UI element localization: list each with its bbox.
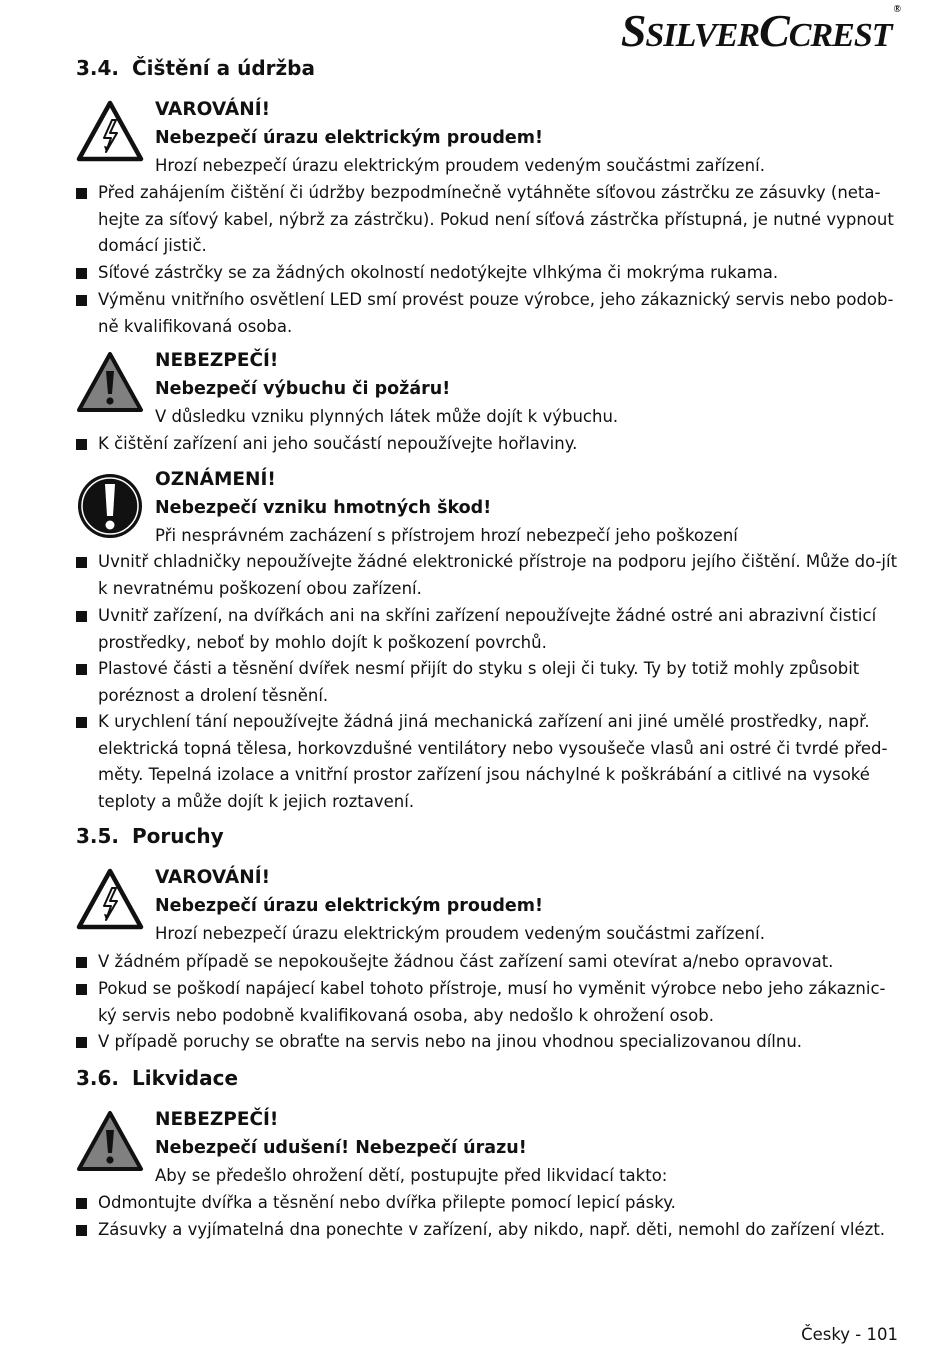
bullet-square	[76, 957, 87, 968]
warning-text: Hrozí nebezpečí úrazu elektrickým proudem vedeným součástmi zařízení.	[155, 156, 765, 175]
list-item	[76, 709, 898, 815]
list-item	[76, 260, 898, 287]
section-number: 3.6.	[76, 1066, 120, 1090]
list-item	[76, 1217, 898, 1244]
notice-exclamation-icon	[76, 472, 144, 540]
section-number: 3.5.	[76, 824, 120, 848]
warning-text: Hrozí nebezpečí úrazu elektrickým proudem vedeným součástmi zařízení.	[155, 924, 765, 943]
list-item	[76, 287, 898, 340]
logo-crest: CREST	[788, 17, 892, 54]
bullet-square	[76, 984, 87, 995]
warning-subtitle: Nebezpečí úrazu elektrickým proudem!	[155, 128, 543, 148]
list-item	[76, 603, 898, 656]
list-item	[76, 549, 898, 602]
warning-title: NEBEZPEČÍ!	[155, 1109, 279, 1130]
notice-text: Při nesprávném zacházení s přístrojem hrozí nebezpečí jeho poškození	[155, 526, 738, 545]
list-item-text: Uvnitř zařízení, na dvířkách ani na skříni zařízení nepoužívejte žádné ostré ani abrazivní čisticí prostředky, neboť by mohlo dojít k poškození povrchů.	[98, 606, 877, 652]
section-title: Likvidace	[132, 1066, 239, 1090]
bullet-square	[76, 439, 87, 450]
bullet-square	[76, 557, 87, 568]
section-heading-3-6	[76, 1066, 238, 1090]
list-item-text: K čištění zařízení ani jeho součástí nepoužívejte hořlaviny.	[98, 434, 578, 453]
warning-title: NEBEZPEČÍ!	[155, 350, 279, 371]
section-title: Čištění a údržba	[132, 56, 315, 80]
list-item	[76, 180, 898, 260]
list-item-text: Výměnu vnitřního osvětlení LED smí provést pouze výrobce, jeho zákaznický servis nebo podob-ně kvalifikovaná osoba.	[98, 290, 894, 336]
warning-title: VAROVÁNÍ!	[155, 867, 271, 888]
warning-subtitle: Nebezpečí udušení! Nebezpečí úrazu!	[155, 1138, 527, 1158]
silvercrest-logo: SSILVERCCREST®	[620, 4, 900, 56]
bullet-square	[76, 717, 87, 728]
bullet-square	[76, 1225, 87, 1236]
list-item	[76, 656, 898, 709]
list-item-text: Uvnitř chladničky nepoužívejte žádné elektronické přístroje na podporu jejího čištění. Může do-jít k nevratnému poškození obou zařízení.	[98, 552, 898, 598]
list-item	[76, 949, 898, 976]
warning-subtitle: Nebezpečí výbuchu či požáru!	[155, 379, 451, 399]
notice-title: OZNÁMENÍ!	[155, 469, 276, 490]
warning-text: V důsledku vzniku plynných látek může dojít k výbuchu.	[155, 407, 619, 426]
list-item-text: Zásuvky a vyjímatelná dna ponechte v zařízení, aby nikdo, např. děti, nemohl do zařízení vlézt.	[98, 1220, 886, 1239]
section-heading-3-4	[76, 56, 315, 80]
warning-title: VAROVÁNÍ!	[155, 99, 271, 120]
list-item-text: K urychlení tání nepoužívejte žádná jiná mechanická zařízení ani jiné umělé prostředky, např. elektrická topná tělesa, horkovzdušné ventilátory nebo vysoušeče vlasů ani ostré či tvrdé před-měty. Tepelná izolace a vnitřní prostor zařízení jsou náchylné k poškrábání a citlivé na vysoké teploty a může dojít k jejich roztavení.	[98, 712, 888, 811]
registered-mark: ®	[893, 4, 900, 15]
bullet-square	[76, 664, 87, 675]
list-item-text: Plastové části a těsnění dvířek nesmí přijít do styku s oleji či tuky. Ty by totiž mohly způsobit poréznost a drolení těsnění.	[98, 659, 860, 705]
electric-shock-warning-icon	[76, 868, 144, 930]
list-item	[76, 976, 898, 1029]
bullet-square	[76, 611, 87, 622]
general-danger-icon	[76, 351, 144, 413]
electric-shock-warning-icon	[76, 100, 144, 162]
general-danger-icon	[76, 1110, 144, 1172]
warning-subtitle: Nebezpečí úrazu elektrickým proudem!	[155, 896, 543, 916]
list-item	[76, 431, 898, 458]
bullet-square	[76, 1037, 87, 1048]
bullet-square	[76, 295, 87, 306]
notice-subtitle: Nebezpečí vzniku hmotných škod!	[155, 498, 492, 518]
list-item	[76, 1190, 898, 1217]
section-heading-3-5	[76, 824, 224, 848]
list-item-text: V žádném případě se nepokoušejte žádnou část zařízení sami otevírat a/nebo opravovat.	[98, 952, 834, 971]
list-item-text: Pokud se poškodí napájecí kabel tohoto přístroje, musí ho vyměnit výrobce nebo jeho zákaznic-ký servis nebo podobně kvalifikovaná osoba, aby nedošlo k ohrožení osob.	[98, 979, 886, 1025]
list-item	[76, 1029, 898, 1056]
list-item-text: V případě poruchy se obraťte na servis nebo na jinou vhodnou specializovanou dílnu.	[98, 1032, 803, 1051]
bullet-square	[76, 1198, 87, 1209]
list-item-text: Síťové zástrčky se za žádných okolností nedotýkejte vlhkýma či mokrýma rukama.	[98, 263, 779, 282]
list-item-text: Před zahájením čištění či údržby bezpodmínečně vytáhněte síťovou zástrčku ze zásuvky (neta-hejte za síťový kabel, nýbrž za zástrčku). Pokud není síťová zástrčka přístupná, je nutné vypnout domácí jistič.	[98, 183, 894, 255]
warning-text: Aby se předešlo ohrožení dětí, postupujte před likvidací takto:	[155, 1166, 668, 1185]
bullet-square	[76, 188, 87, 199]
page-number: Česky - 101	[801, 1325, 898, 1344]
section-title: Poruchy	[132, 824, 224, 848]
list-item-text: Odmontujte dvířka a těsnění nebo dvířka přilepte pomocí lepicí pásky.	[98, 1193, 676, 1212]
section-number: 3.4.	[76, 56, 120, 80]
logo-silver: SILVER	[645, 17, 760, 54]
bullet-square	[76, 268, 87, 279]
